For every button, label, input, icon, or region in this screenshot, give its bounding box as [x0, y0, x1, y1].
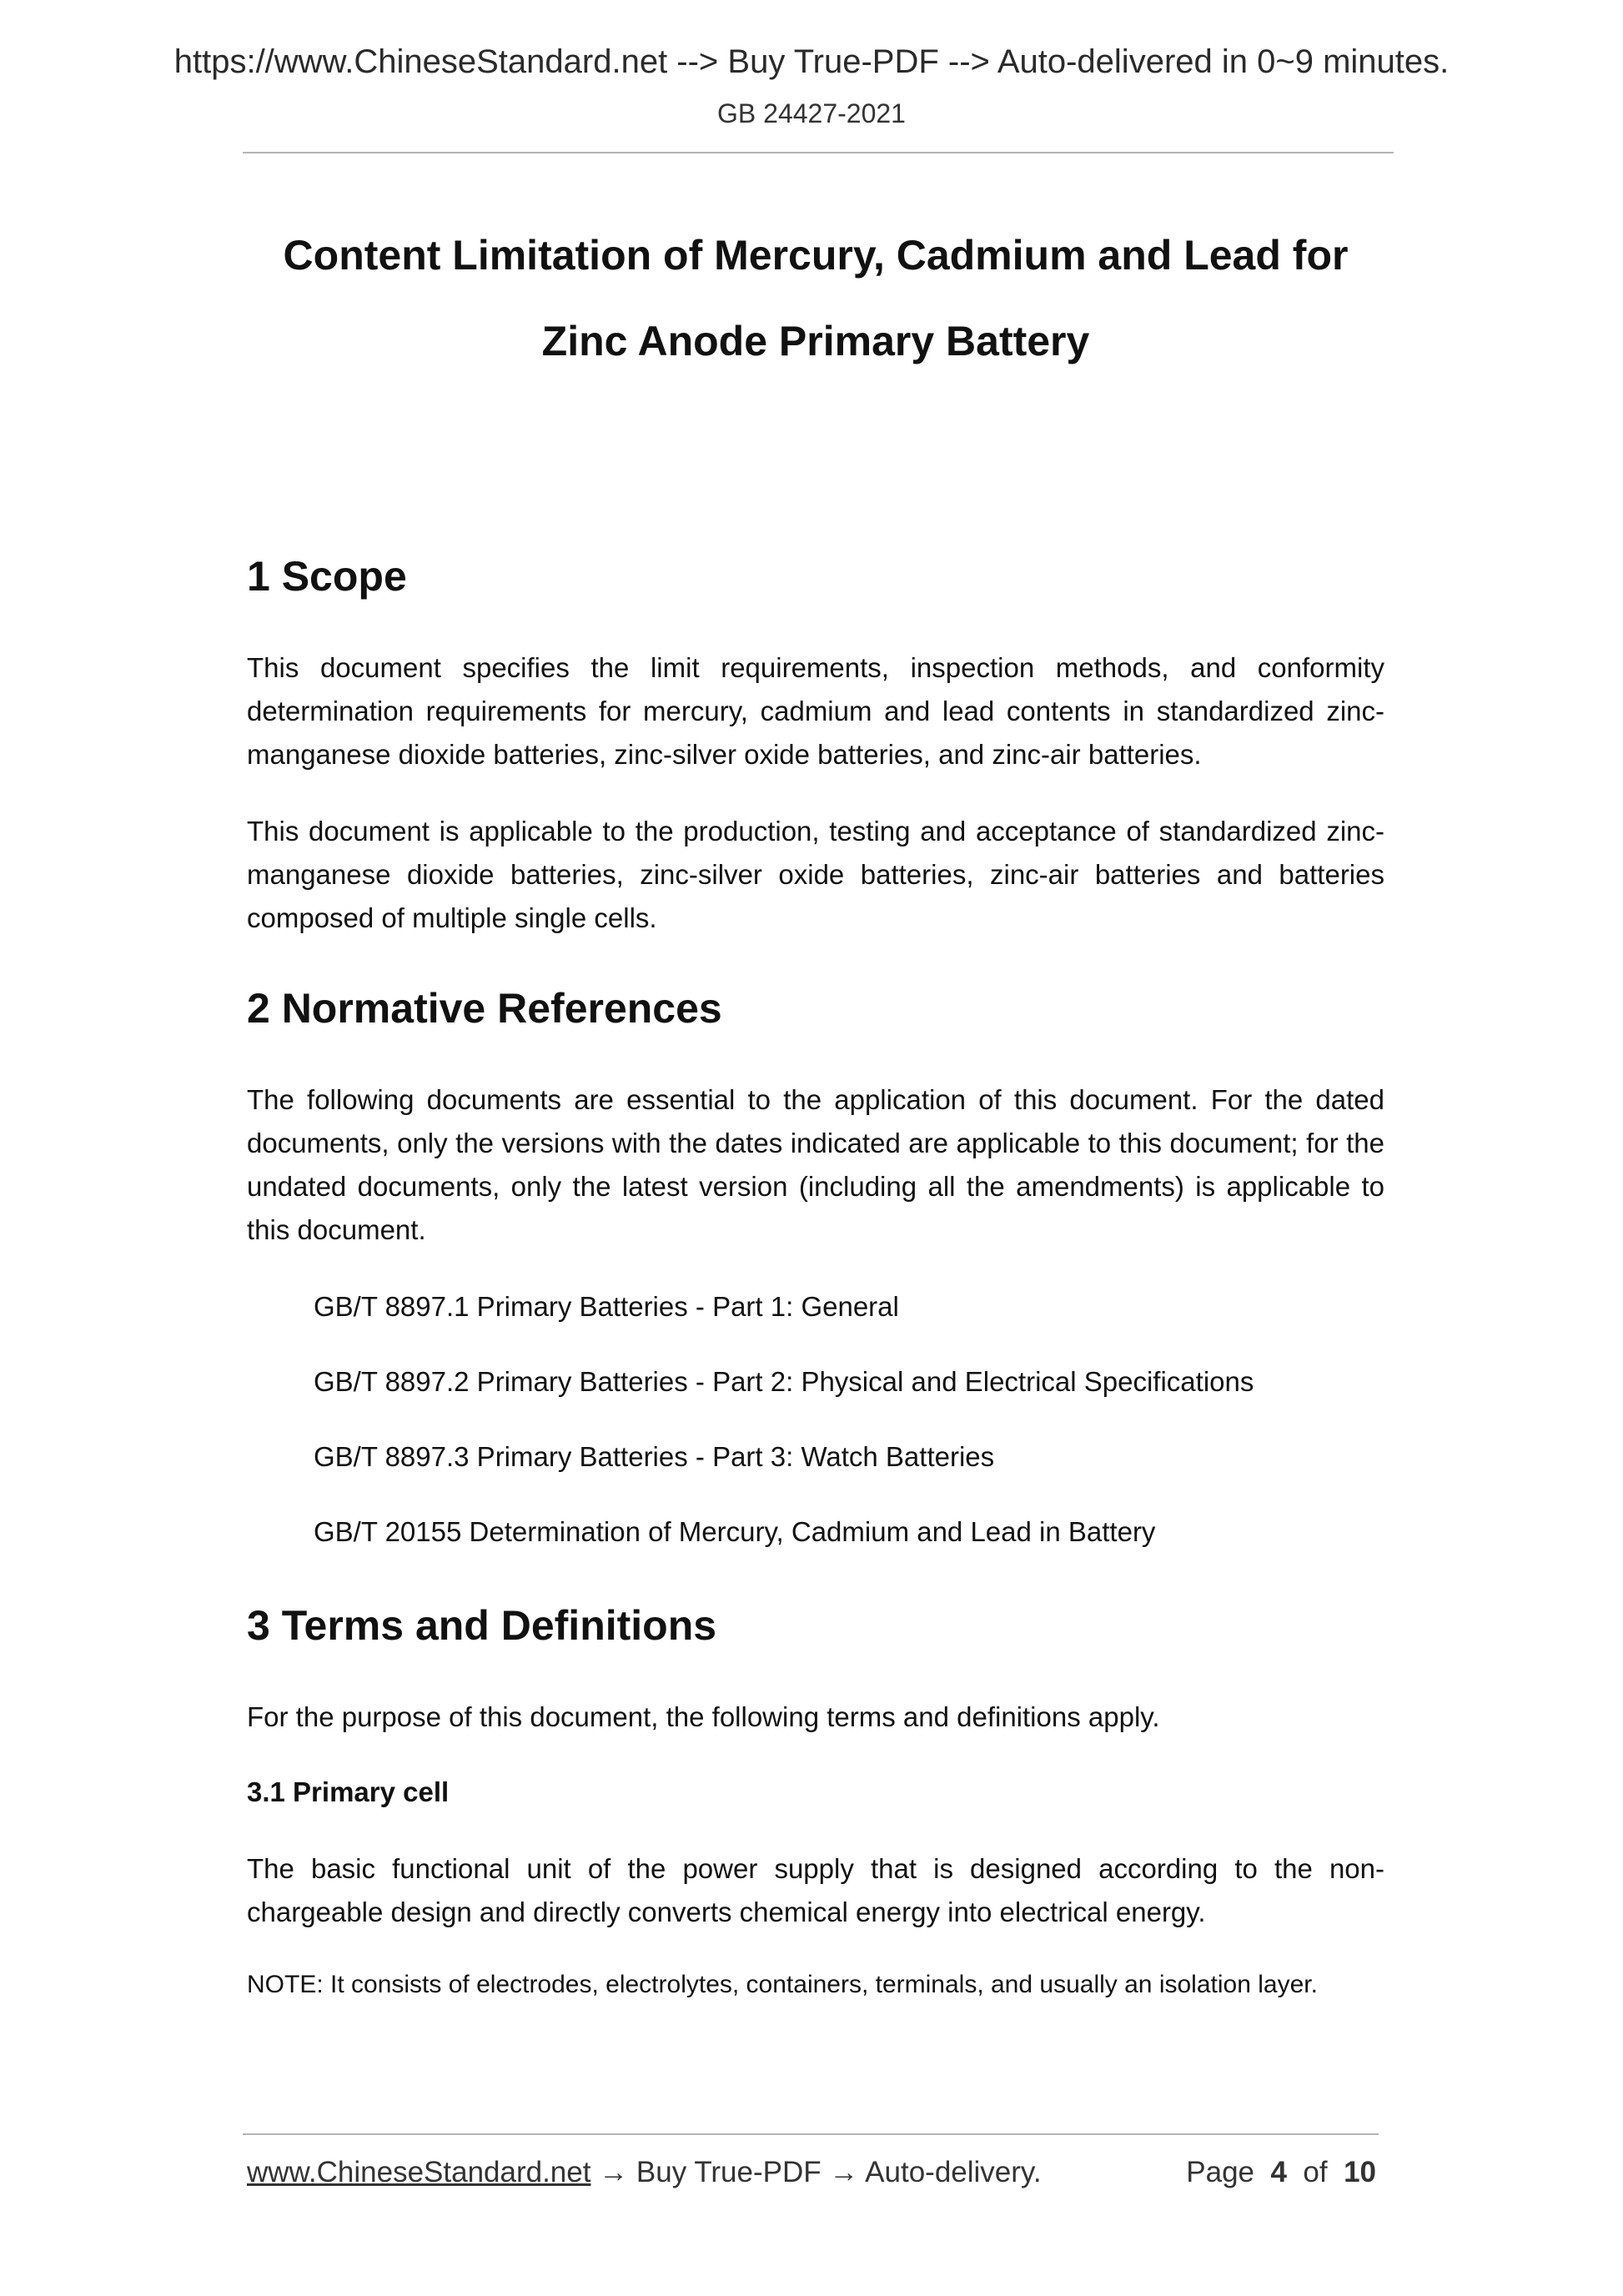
section-heading-terms-definitions: 3 Terms and Definitions	[247, 1602, 717, 1649]
footer-left	[247, 2156, 1042, 2189]
title-line-2: Zinc Anode Primary Battery	[541, 318, 1090, 364]
scope-paragraph-2: This document is applicable to the production, testing and acceptance of standardized zinc-manganese dioxide batteries, zinc-silver oxide batteries, zinc-air batteries and batteries composed of multiple single cells.	[247, 816, 1384, 933]
page-total-number: 10	[1344, 2156, 1376, 2188]
reference-item: GB/T 20155 Determination of Mercury, Cadmium and Lead in Battery	[314, 1516, 1156, 1547]
term-definition-primary-cell: The basic functional unit of the power supply that is designed according to the non-chargeable design and directly converts chemical energy into electrical energy.	[247, 1853, 1384, 1927]
reference-item: GB/T 8897.1 Primary Batteries - Part 1: General	[314, 1291, 899, 1322]
terms-intro-paragraph: For the purpose of this document, the following terms and definitions apply.	[247, 1701, 1160, 1732]
document-title	[247, 213, 1384, 384]
page-word: Page	[1186, 2156, 1255, 2188]
page-indicator	[1186, 2156, 1376, 2189]
of-word: of	[1303, 2156, 1328, 2188]
term-note-primary-cell: NOTE: It consists of electrodes, electrolytes, containers, terminals, and usually an isolation layer.	[247, 1971, 1318, 1998]
section-heading-scope: 1 Scope	[247, 553, 407, 600]
scope-paragraph-1: This document specifies the limit requirements, inspection methods, and conformity determination requirements for mercury, cadmium and lead contents in standardized zinc-manganese dioxide batteries, zinc-silver oxide batteries, and zinc-air batteries.	[247, 652, 1384, 770]
document-body	[247, 213, 1384, 2006]
reference-item: GB/T 8897.3 Primary Batteries - Part 3: Watch Batteries	[314, 1441, 995, 1472]
page-current-number: 4	[1270, 2156, 1287, 2188]
header-banner: https://www.ChineseStandard.net --> Buy True-PDF --> Auto-delivered in 0~9 minutes.	[173, 43, 1450, 80]
normative-intro-paragraph: The following documents are essential to the application of this document. For the dated documents, only the versions with the dates indicated are applicable to this document; for the undated documents, only the latest version (including all the amendments) is applicable to this document.	[247, 1084, 1384, 1245]
term-heading-primary-cell: 3.1 Primary cell	[247, 1776, 450, 1807]
header-divider	[243, 152, 1394, 153]
section-heading-normative-references: 2 Normative References	[247, 985, 722, 1032]
standard-number: GB 24427-2021	[717, 98, 906, 128]
footer-tagline: → Buy True-PDF → Auto-delivery.	[590, 2156, 1042, 2188]
footer-divider	[243, 2133, 1379, 2135]
reference-item: GB/T 8897.2 Primary Batteries - Part 2: Physical and Electrical Specifications	[314, 1366, 1254, 1397]
reference-list	[247, 1285, 1384, 1554]
title-line-1: Content Limitation of Mercury, Cadmium and Lead for	[283, 232, 1349, 279]
footer-site-link[interactable]: www.ChineseStandard.net	[247, 2156, 591, 2188]
